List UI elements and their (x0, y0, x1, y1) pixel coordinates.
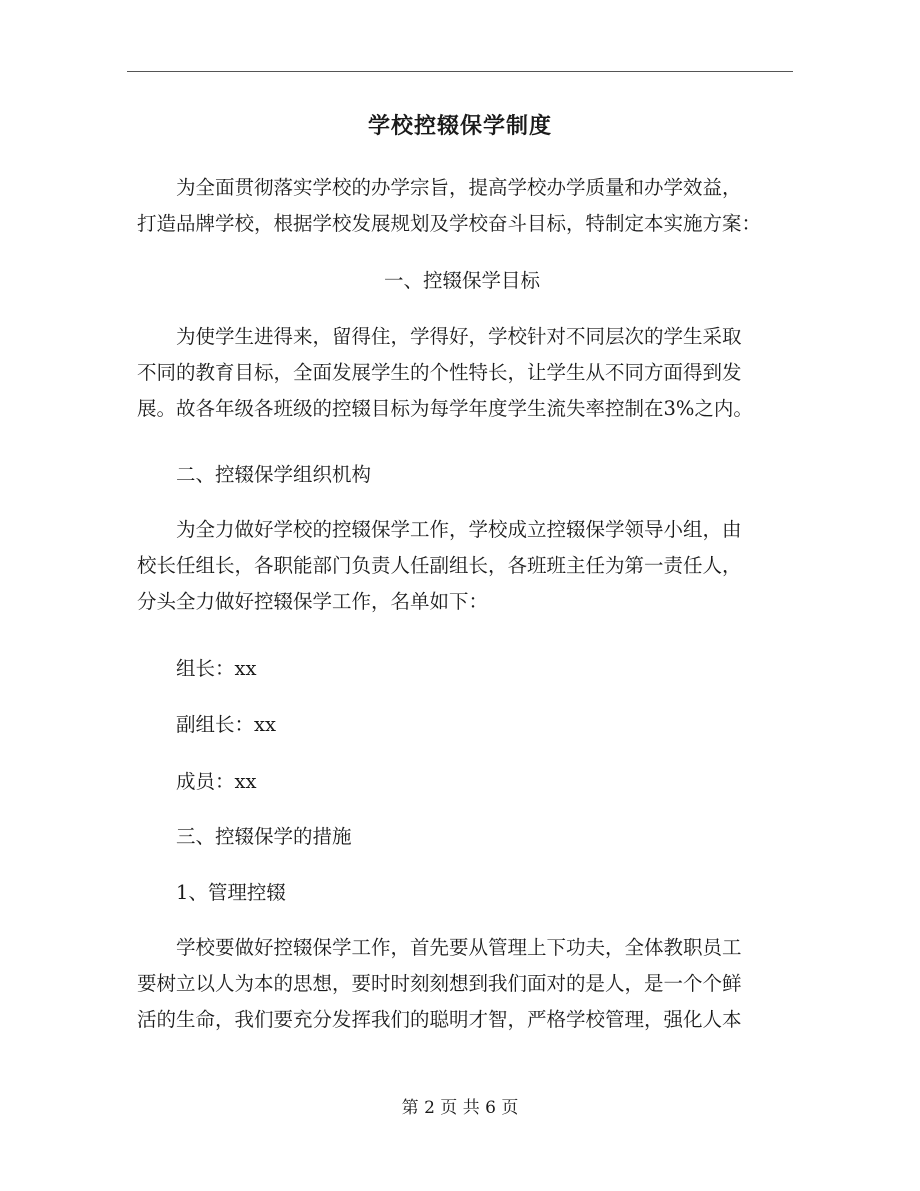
section1-line-1: 为使学生进得来，留得住，学得好，学校针对不同层次的学生采取 (176, 325, 742, 348)
intro-paragraph (137, 170, 787, 242)
section1-paragraph (137, 319, 787, 427)
subsection1-paragraph (137, 930, 787, 1038)
page-number: 第 2 页 共 6 页 (401, 1098, 519, 1118)
intro-line-1: 为全面贯彻落实学校的办学宗旨，提高学校办学质量和办学效益， (176, 176, 742, 199)
subsection1-heading: 1、管理控辍 (176, 881, 286, 904)
section2-line-1: 为全力做好学校的控辍保学工作，学校成立控辍保学领导小组，由 (176, 518, 742, 541)
subsection1-line-3: 活的生命，我们要充分发挥我们的聪明才智，严格学校管理，强化人本 (137, 1008, 742, 1031)
leader-line: 组长：xx (176, 657, 257, 680)
section3-heading: 三、控辍保学的措施 (176, 825, 352, 848)
member-line: 成员：xx (176, 770, 257, 793)
section2-heading: 二、控辍保学组织机构 (176, 463, 372, 486)
deputy-line: 副组长：xx (176, 713, 276, 736)
header-rule (127, 71, 793, 72)
section2-line-2: 校长任组长，各职能部门负责人任副组长，各班班主任为第一责任人， (137, 554, 742, 577)
section1-heading: 一、控辍保学目标 (383, 269, 540, 292)
subsection1-line-1: 学校要做好控辍保学工作，首先要从管理上下功夫，全体教职员工 (176, 936, 742, 959)
section2-paragraph (137, 512, 787, 620)
section1-line-3: 展。故各年级各班级的控辍目标为每学年度学生流失率控制在3%之内。 (137, 397, 753, 420)
section1-line-2: 不同的教育目标，全面发展学生的个性特长，让学生从不同方面得到发 (137, 361, 742, 384)
intro-line-2: 打造品牌学校，根据学校发展规划及学校奋斗目标，特制定本实施方案： (137, 212, 762, 235)
document-title: 学校控辍保学制度 (367, 113, 552, 139)
section2-line-3: 分头全力做好控辍保学工作，名单如下： (137, 590, 489, 613)
subsection1-line-2: 要树立以人为本的思想，要时时刻刻想到我们面对的是人，是一个个鲜 (137, 972, 742, 995)
